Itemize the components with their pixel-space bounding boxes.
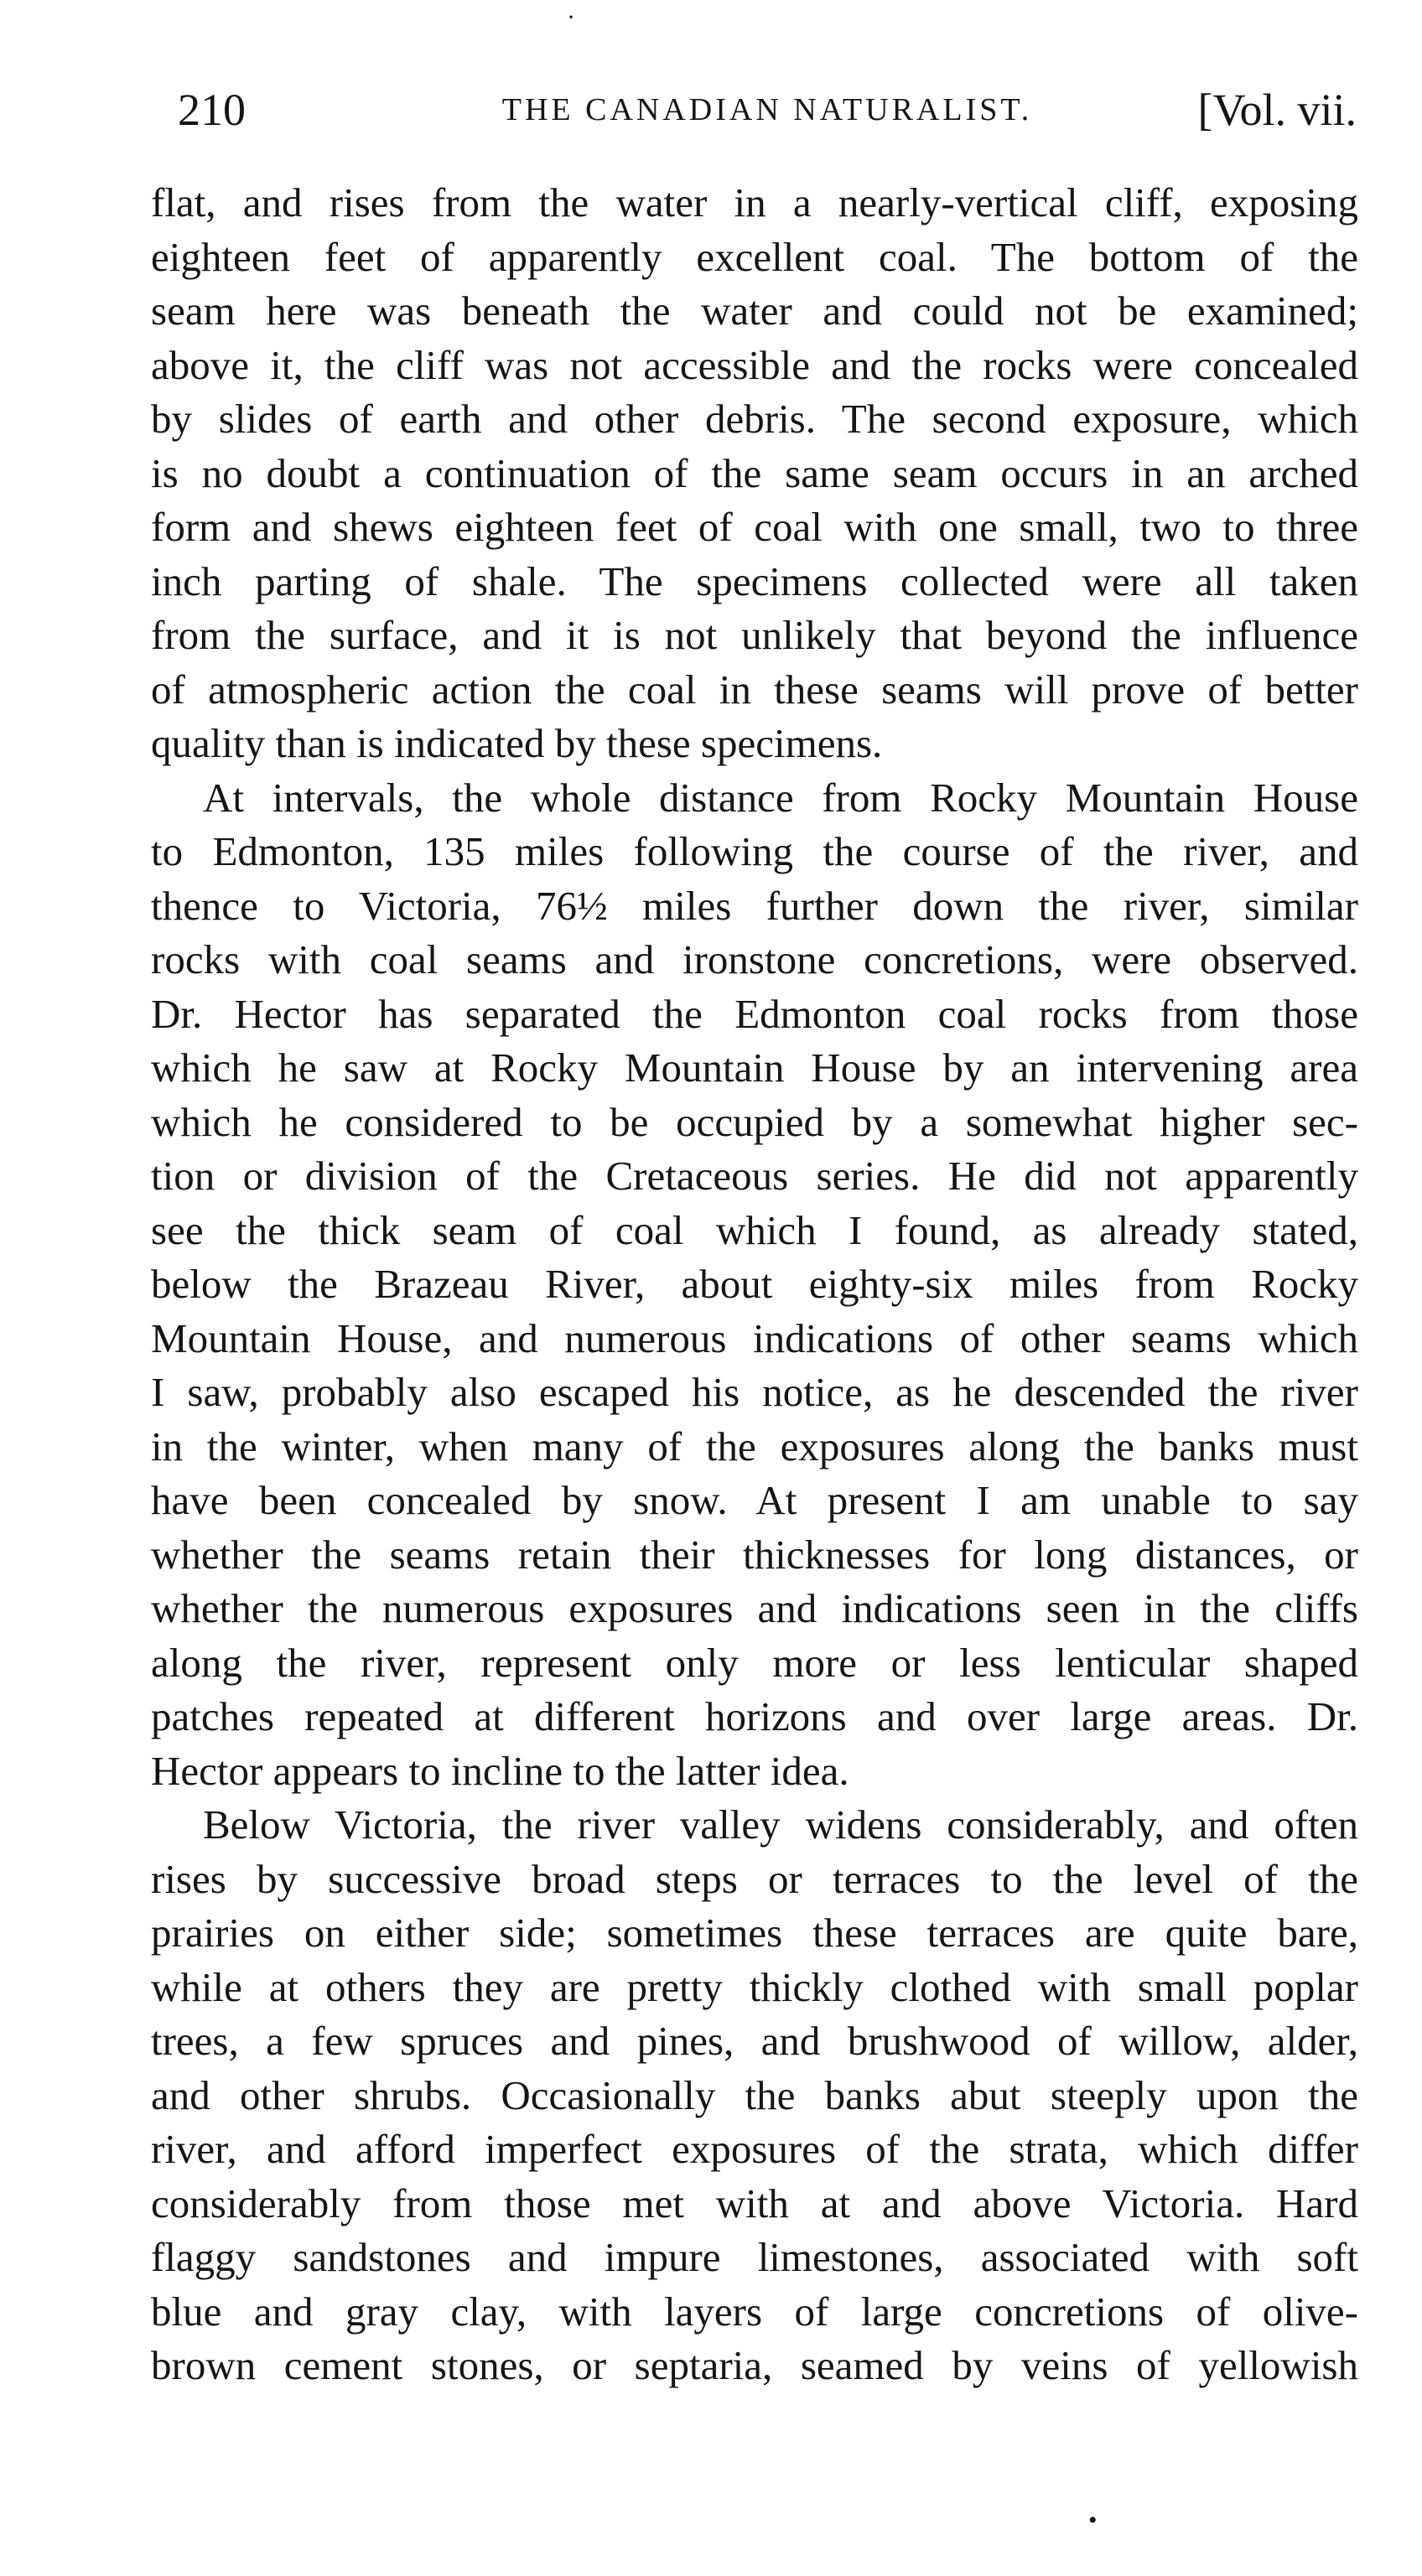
paragraph-start-line: At intervals, the whole distance from Rocky Mountain House (203, 774, 1358, 821)
text-line: considerably from those met with at and above Victoria. Hard (151, 2179, 1358, 2226)
text-line: river, and afford imperfect exposures of the strata, which differ (151, 2126, 1358, 2172)
bottom-dot-mark: • (1088, 2506, 1098, 2534)
body-text (151, 176, 1358, 2393)
text-line: inch parting of shale. The specimens collected were all taken (151, 557, 1358, 604)
text-line: below the Brazeau River, about eighty-six miles from Rocky (151, 1261, 1358, 1307)
text-line: eighteen feet of apparently excellent coal. The bottom of the (151, 233, 1358, 280)
text-line: Mountain House, and numerous indications of other seams which (151, 1314, 1358, 1361)
text-line: is no doubt a continuation of the same seam occurs in an arched (151, 449, 1358, 496)
text-line: tion or division of the Cretaceous series. He did not apparently (151, 1153, 1358, 1199)
text-line: from the surface, and it is not unlikely that beyond the influence (151, 612, 1358, 658)
volume-label: [Vol. vii. (1197, 85, 1357, 135)
text-line: prairies on either side; sometimes these terraces are quite bare, (151, 1910, 1358, 1956)
text-line: above it, the cliff was not accessible and the rocks were concealed (151, 341, 1358, 388)
text-line: trees, a few spruces and pines, and brushwood of willow, alder, (151, 2018, 1358, 2064)
text-line: which he saw at Rocky Mountain House by an intervening area (151, 1044, 1358, 1091)
top-dot-mark: · (567, 3, 575, 31)
paragraph-start-line: Below Victoria, the river valley widens considerably, and often (203, 1801, 1358, 1848)
text-line: which he considered to be occupied by a somewhat higher sec- (151, 1098, 1358, 1145)
text-line: of atmospheric action the coal in these seams will prove of better (151, 666, 1358, 713)
text-line: rocks with coal seams and ironstone concretions, were observed. (151, 936, 1358, 982)
text-line: to Edmonton, 135 miles following the course of the river, and (151, 828, 1358, 874)
text-line: blue and gray clay, with layers of large concretions of olive- (151, 2288, 1358, 2335)
text-line: flaggy sandstones and impure limestones, associated with soft (151, 2234, 1358, 2280)
text-line: have been concealed by snow. At present I am unable to say (151, 1477, 1358, 1523)
text-line: and other shrubs. Occasionally the banks abut steeply upon the (151, 2071, 1358, 2118)
text-line: while at others they are pretty thickly clothed with small poplar (151, 1963, 1358, 2010)
text-line: quality than is indicated by these specimens. (151, 720, 883, 766)
text-line: rises by successive broad steps or terraces to the level of the (151, 1855, 1358, 1902)
text-line: I saw, probably also escaped his notice, as he descended the river (151, 1369, 1358, 1415)
text-line: in the winter, when many of the exposures along the banks must (151, 1423, 1358, 1469)
text-line: flat, and rises from the water in a nearly-vertical cliff, exposing (151, 179, 1358, 225)
text-line: by slides of earth and other debris. The second exposure, which (151, 396, 1358, 442)
page-header (178, 80, 1357, 139)
text-line: seam here was beneath the water and could not be examined; (151, 288, 1358, 334)
text-line: Dr. Hector has separated the Edmonton coal rocks from those (151, 990, 1358, 1037)
running-title: THE CANADIAN NATURALIST. (501, 92, 1033, 127)
text-line: brown cement stones, or septaria, seamed by veins of yellowish (151, 2342, 1358, 2388)
page-number: 210 (178, 85, 246, 135)
text-line: thence to Victoria, 76½ miles further down the river, similar (151, 882, 1358, 929)
text-line: form and shews eighteen feet of coal with one small, two to three (151, 504, 1358, 550)
text-line: patches repeated at different horizons and over large areas. Dr. (151, 1693, 1358, 1739)
text-line: along the river, represent only more or less lenticular shaped (151, 1639, 1358, 1686)
text-line: see the thick seam of coal which I found, as already stated, (151, 1206, 1358, 1253)
text-line: whether the numerous exposures and indications seen in the cliffs (151, 1585, 1358, 1631)
text-line: Hector appears to incline to the latter idea. (151, 1747, 849, 1794)
text-line: whether the seams retain their thicknesses for long distances, or (151, 1531, 1358, 1578)
